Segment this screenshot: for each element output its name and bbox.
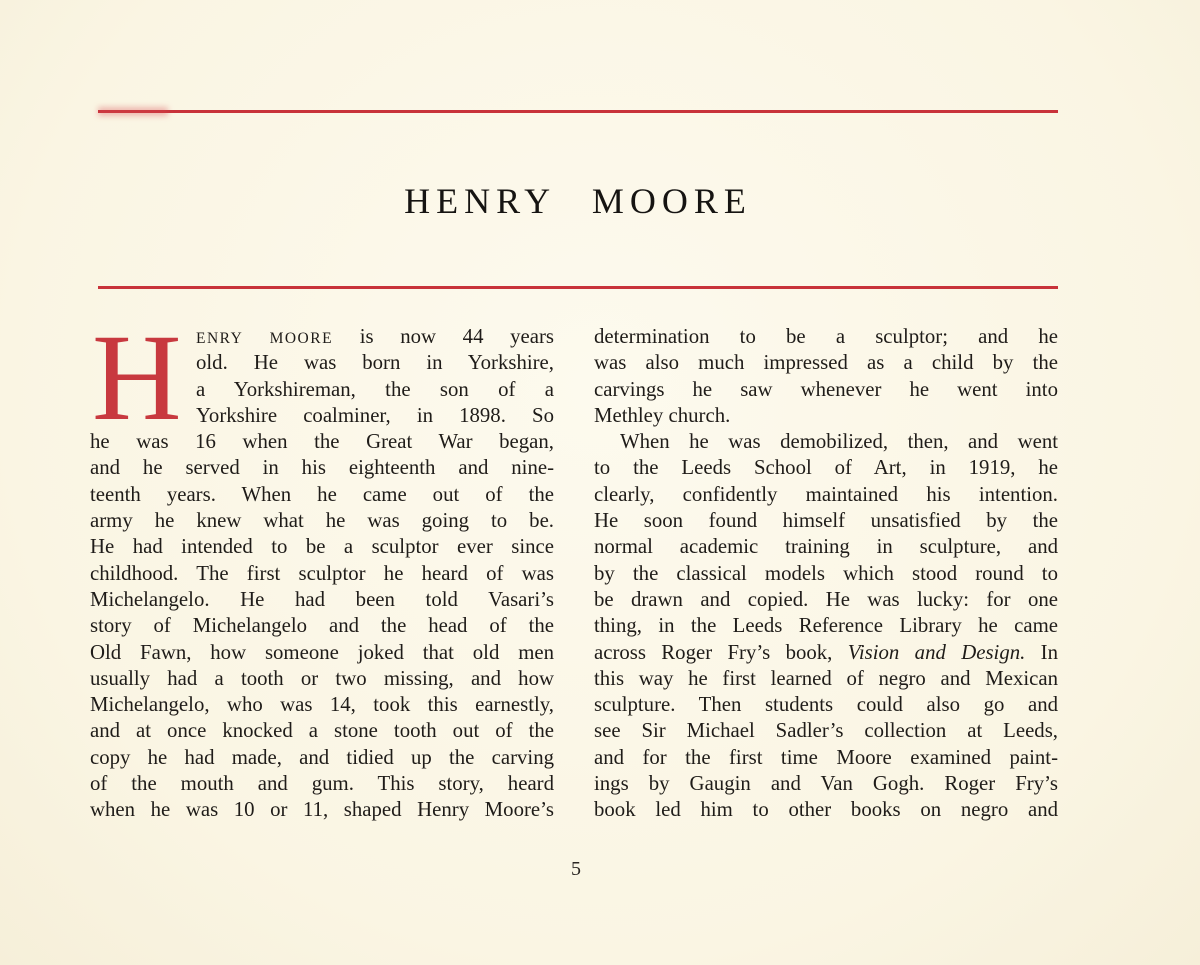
- text-line: army he knew what he was going to be.: [90, 509, 554, 533]
- text-line: this way he first learned of negro and Mexican: [594, 666, 1058, 690]
- text-line: carvings he saw whenever he went into: [594, 377, 1058, 401]
- page-number: 5: [571, 858, 581, 880]
- text-line: copy he had made, and tidied up the carving: [90, 745, 554, 769]
- text-line: thing, in the Leeds Reference Library he came: [594, 614, 1058, 638]
- text-line: teenth years. When he came out of the: [90, 482, 554, 506]
- text-line: Old Fawn, how someone joked that old men: [90, 640, 554, 664]
- drop-cap-letter: H: [92, 309, 182, 446]
- text-line: story of Michelangelo and the head of the: [90, 614, 554, 638]
- text-line: old. He was born in Yorkshire,: [196, 351, 554, 375]
- text-line: childhood. The first sculptor he heard of was: [90, 561, 554, 585]
- text-line: by the classical models which stood round to: [594, 561, 1058, 585]
- text-line: across Roger Fry’s book, Vision and Design. In: [594, 640, 1058, 664]
- text-line: he was 16 when the Great War began,: [90, 430, 554, 454]
- text-line: book led him to other books on negro and: [594, 798, 1058, 822]
- text-line: to the Leeds School of Art, in 1919, he: [594, 456, 1058, 480]
- text-line: Michelangelo. He had been told Vasari’s: [90, 587, 554, 611]
- text-line: normal academic training in sculpture, and: [594, 535, 1058, 559]
- text-line: a Yorkshireman, the son of a: [196, 377, 554, 401]
- text-line: Methley church.: [594, 403, 731, 427]
- text-line: clearly, confidently maintained his intention.: [594, 482, 1058, 506]
- text-line: ENRY MOORE is now 44 years: [196, 325, 554, 348]
- text-line: Yorkshire coalminer, in 1898. So: [196, 403, 554, 427]
- text-line: usually had a tooth or two missing, and how: [90, 666, 554, 690]
- chapter-title: HENRY MOORE: [404, 181, 752, 221]
- text-line: and at once knocked a stone tooth out of the: [90, 719, 554, 743]
- right-text-column: [594, 324, 1058, 824]
- text-line: sculpture. Then students could also go and: [594, 693, 1058, 717]
- left-text-column: [90, 309, 554, 824]
- text-line: and for the first time Moore examined paint-: [594, 745, 1058, 769]
- bottom-red-rule: [98, 286, 1058, 289]
- text-line: Michelangelo, who was 14, took this earnestly,: [90, 693, 554, 717]
- top-red-rule: [98, 110, 1058, 113]
- text-line: of the mouth and gum. This story, heard: [90, 772, 554, 796]
- text-line: see Sir Michael Sadler’s collection at Leeds,: [594, 719, 1058, 743]
- text-line: determination to be a sculptor; and he: [594, 325, 1058, 348]
- text-line: be drawn and copied. He was lucky: for one: [594, 587, 1058, 611]
- text-line: was also much impressed as a child by the: [594, 351, 1058, 375]
- text-line: when he was 10 or 11, shaped Henry Moore’s: [90, 798, 554, 822]
- text-line: When he was demobilized, then, and went: [620, 430, 1058, 454]
- text-line: He had intended to be a sculptor ever since: [90, 535, 554, 559]
- text-line: He soon found himself unsatisfied by the: [594, 509, 1058, 533]
- text-line: ings by Gaugin and Van Gogh. Roger Fry’s: [594, 772, 1058, 796]
- text-line: and he served in his eighteenth and nine-: [90, 456, 554, 480]
